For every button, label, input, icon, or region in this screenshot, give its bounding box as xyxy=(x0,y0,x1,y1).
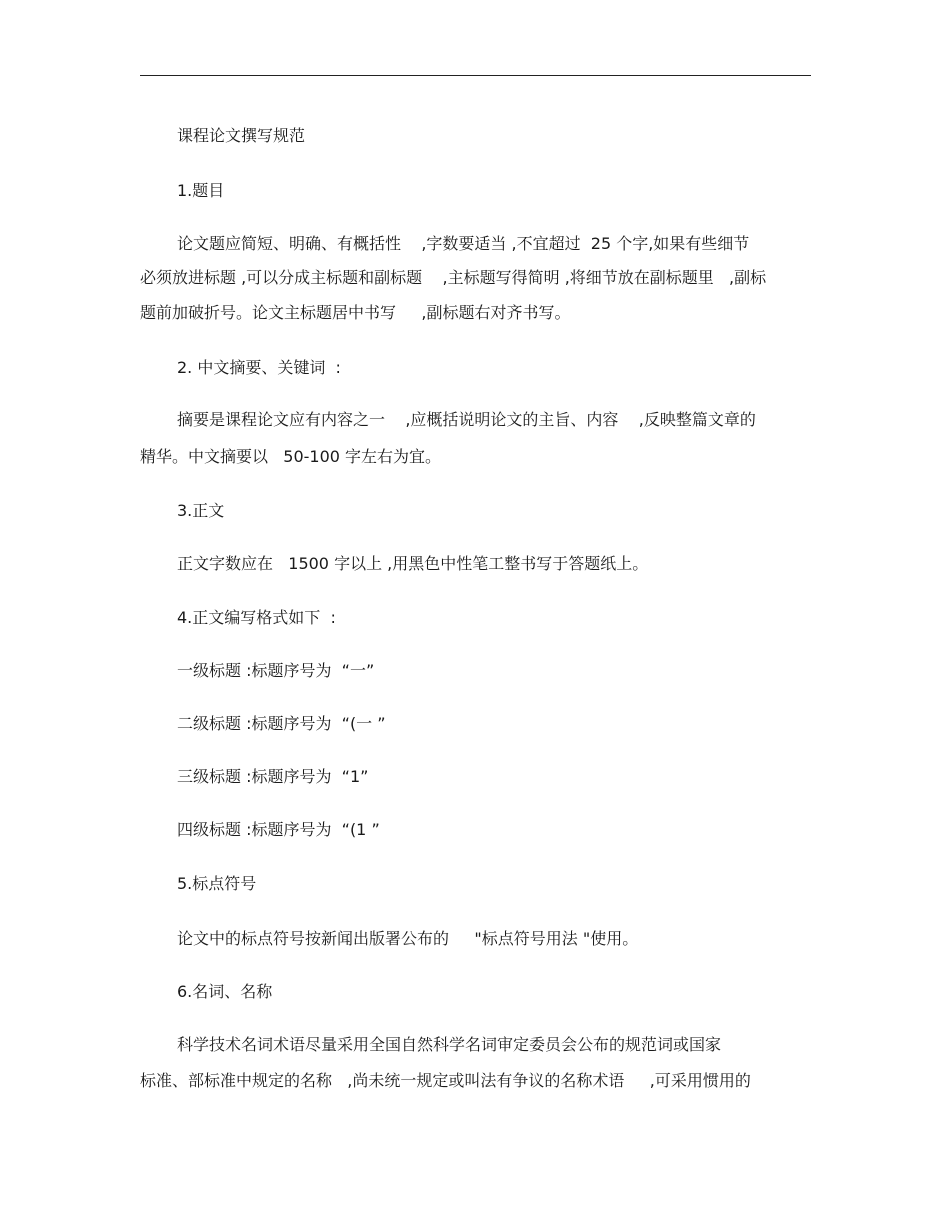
document-title: 课程论文撰写规范 xyxy=(177,126,306,145)
paragraph-line: 正文字数应在 1500 字以上 ,用黑色中性笔工整书写于答题纸上。 xyxy=(177,554,649,573)
paragraph-line: 必须放进标题 ,可以分成主标题和副标题 ,主标题写得简明 ,将细节放在副标题里 ,副标 xyxy=(140,268,767,287)
section-heading-terms: 6.名词、名称 xyxy=(177,982,273,1001)
format-item-level-4: 四级标题 :标题序号为 “(1 ” xyxy=(177,820,380,839)
paragraph-line: 论文题应简短、明确、有概括性 ,字数要适当 ,不宜超过 25 个字,如果有些细节 xyxy=(177,234,750,253)
format-item-level-2: 二级标题 :标题序号为 “(一 ” xyxy=(177,714,386,733)
format-item-level-1: 一级标题 :标题序号为 “一” xyxy=(177,661,375,680)
section-heading-format: 4.正文编写格式如下 : xyxy=(177,608,336,627)
section-heading-title: 1.题目 xyxy=(177,181,225,200)
section-heading-punctuation: 5.标点符号 xyxy=(177,874,257,893)
paragraph-line: 摘要是课程论文应有内容之一 ,应概括说明论文的主旨、内容 ,反映整篇文章的 xyxy=(177,410,756,429)
format-item-level-3: 三级标题 :标题序号为 “1” xyxy=(177,767,369,786)
paragraph-line: 题前加破折号。论文主标题居中书写 ,副标题右对齐书写。 xyxy=(140,303,571,322)
section-heading-abstract: 2. 中文摘要、关键词 : xyxy=(177,358,341,377)
header-rule xyxy=(140,75,811,76)
paragraph-line: 精华。中文摘要以 50-100 字左右为宜。 xyxy=(140,447,442,466)
paragraph-line: 论文中的标点符号按新闻出版署公布的 "标点符号用法 "使用。 xyxy=(177,929,639,948)
paragraph-line: 标准、部标准中规定的名称 ,尚未统一规定或叫法有争议的名称术语 ,可采用惯用的 xyxy=(140,1071,751,1090)
paragraph-line: 科学技术名词术语尽量采用全国自然科学名词审定委员会公布的规范词或国家 xyxy=(177,1035,722,1054)
section-heading-body: 3.正文 xyxy=(177,501,225,520)
